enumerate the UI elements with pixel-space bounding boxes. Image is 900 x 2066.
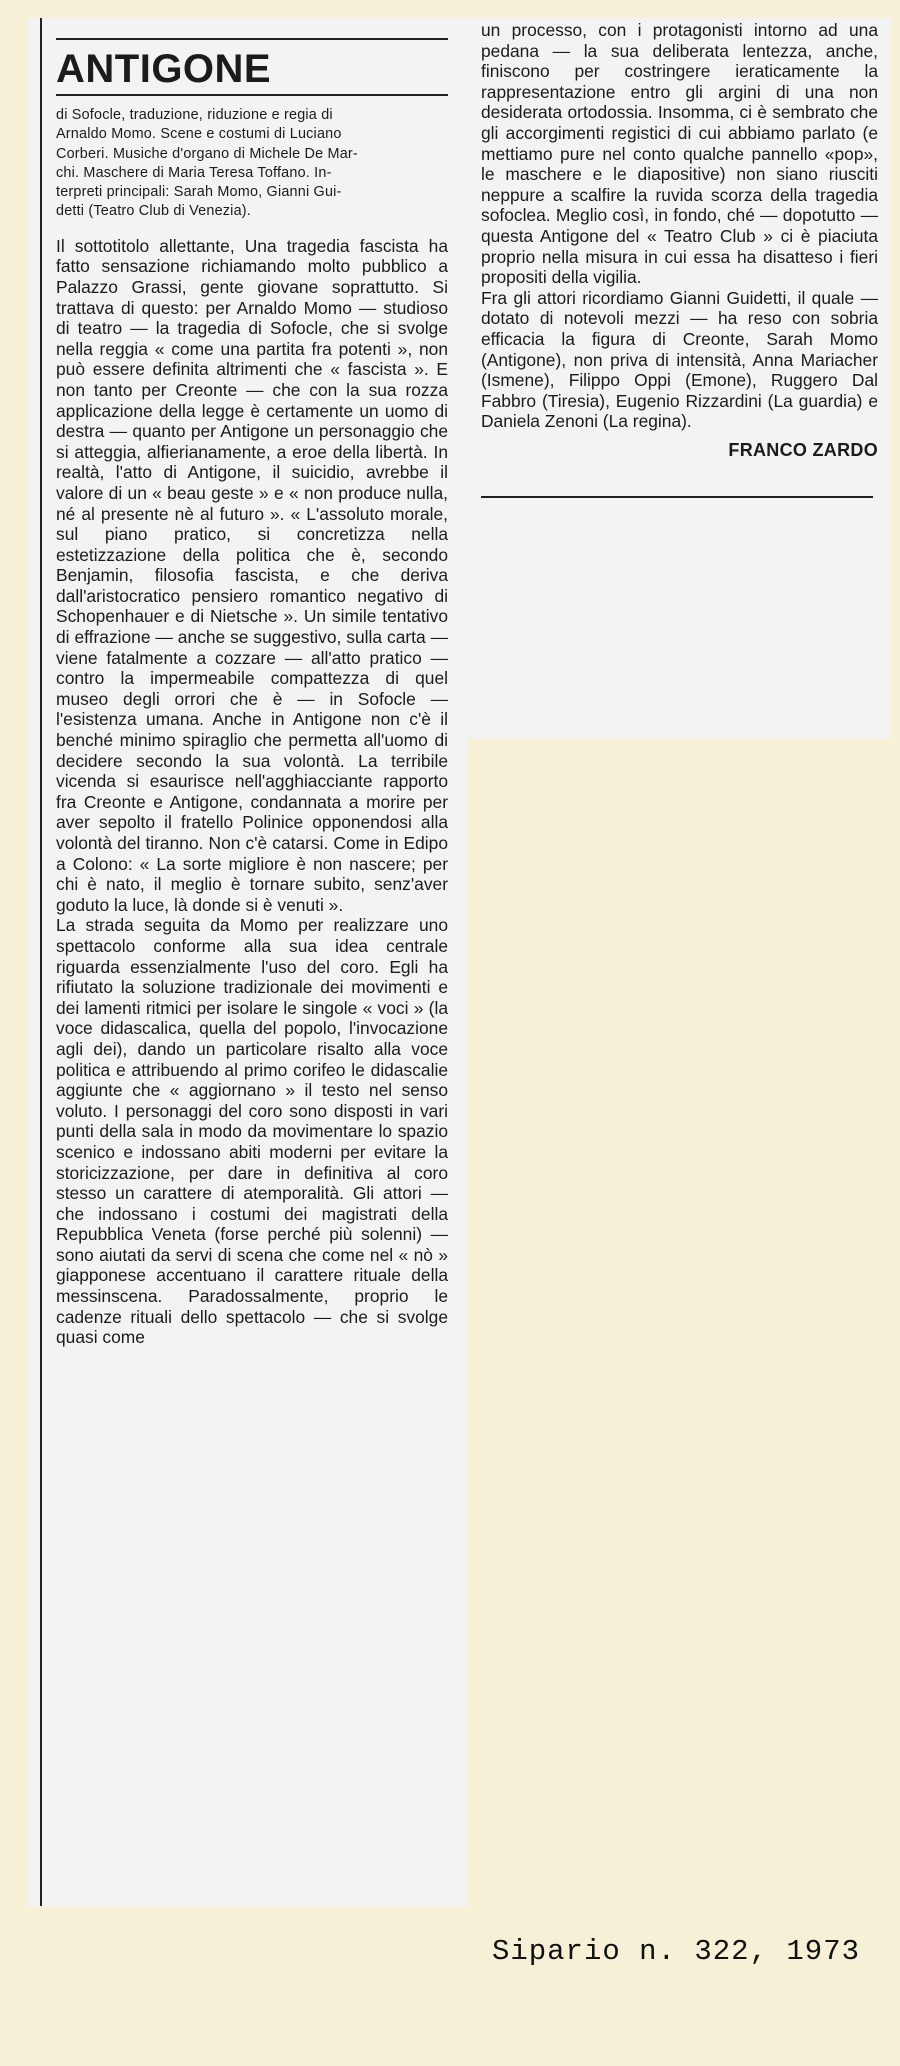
title-top-rule <box>56 38 448 40</box>
body-paragraph: Il sottotitolo allettante, Una tragedia fascista ha fatto sensazione richiamando molto pubblico a Palazzo Grassi, gente giovane soprattutto. Si trattava di questo: per Arnaldo Momo — studioso di teatro — la tragedia di Sofocle, che si svolge nella reggia « come una partita fra potenti », non può essere definita altrimenti che « fascista ». E non tanto per Creonte — che con la sua rozza applicazione della legge è certamente un uomo di destra — quanto per Antigone un personaggio che si atteggia, alfierianamente, a eroe della libertà. In realtà, l'atto di Antigone, il suicidio, avrebbe il valore di un « beau geste » e « non produce nulla, né al presente nè al futuro ». « L'assoluto morale, sul piano pratico, si concretizza nella estetizzazione della politica che è, secondo Benjamin, filosofia fascista, e che deriva dall'aristocratico pensiero romantico negativo di Schopenhauer e di Nietsche ». Un simile tentativo di effrazione — anche se suggestivo, sulla carta — viene fatalmente a cozzare — all'atto pratico — contro la impermeabile compattezza di quel museo degli orrori che è — in Sofocle — l'esistenza umana. Anche in Antigone non c'è il benché minimo spiraglio che permetta all'uomo di decidere secondo la sua volontà. La terribile vicenda si esaurisce nell'agghiacciante rapporto fra Creonte e Antigone, condannata a morire per aver sepolto il fratello Polinice opponendosi alla volontà del tiranno. Non c'è catarsi. Come in Edipo a Colono: « La sorte migliore è non nascere; per chi è nato, il meglio è tornare subito, senz'aver goduto la luce, là donde si è venuti ». <box>56 235 448 915</box>
article-title: ANTIGONE <box>56 47 272 91</box>
body-paragraph: un processo, con i protagonisti intorno ad una pedana — la sua deliberata lentezza, anche, finiscono per costringere ieraticamente la rappresentazione entro gli argini di una non desiderata ortodossia. Insomma, ci è sembrato che gli accorgimenti registici di cui abbiamo parlato (e mettiamo pure nel conto qualche pannello «pop», le maschere e le diapositive) non siano riusciti neppure a scalfire la ruvida scorza della tragedia sofoclea. Meglio così, in fondo, ché — dopotutto — questa Antigone del « Teatro Club » ci è piaciuta proprio nella misura in cui essa ha disatteso i fieri propositi della vigilia. <box>481 20 878 288</box>
credits-line: terpreti principali: Sarah Momo, Gianni Gui- <box>56 184 342 201</box>
title-bottom-rule <box>56 94 448 96</box>
author-signature: FRANCO ZARDO <box>728 439 878 460</box>
credits-line: chi. Maschere di Maria Teresa Toffano. In- <box>56 164 332 181</box>
credits-line: di Sofocle, traduzione, riduzione e regia di <box>56 107 333 123</box>
credits-line: Arnaldo Momo. Scene e costumi di Luciano <box>56 126 342 143</box>
left-column <box>56 38 448 1348</box>
credits-line: Corberi. Musiche d'organo di Michele De Mar- <box>56 145 358 162</box>
right-column <box>481 20 878 498</box>
credits-block <box>56 106 448 222</box>
body-paragraph: La strada seguita da Momo per realizzare uno spettacolo conforme alla sua idea centrale riguarda essenzialmente l'uso del coro. Egli ha rifiutato la soluzione tradizionale dei movimenti e dei lamenti ritmici per isolare le singole « voci » (la voce didascalica, quella del popolo, l'invocazione agli dei), dando un particolare risalto alla voce politica e attribuendo al primo corifeo le didascalie aggiunte che « aggiornano » il testo nel senso voluto. I personaggi del coro sono disposti in vari punti della sala in modo da movimentare lo spazio scenico e indossano abiti moderni per evitare la storicizzazione, per dare in definitiva al coro stesso un carattere di atemporalità. Gli attori — che indossano i costumi dei magistrati della Repubblica Veneta (forse perché più solenni) — sono aiutati da servi di scena che come nel « nò » giapponese accentuano il carattere rituale della messinscena. Paradossalmente, proprio le cadenze rituali dello spettacolo — che si svolge quasi come <box>56 915 448 1348</box>
credits-line: detti (Teatro Club di Venezia). <box>56 203 251 220</box>
article-end-rule <box>481 496 873 498</box>
body-paragraph: Fra gli attori ricordiamo Gianni Guidetti, il quale — dotato di notevoli mezzi — ha reso con sobria efficacia la figura di Creonte, Sarah Momo (Antigone), non priva di intensità, Anna Mariacher (Ismene), Filippo Oppi (Emone), Ruggero Dal Fabbro (Tiresia), Eugenio Rizzardini (La guardia) e Daniela Zenoni (La regina). <box>481 287 878 432</box>
left-body <box>56 236 448 1348</box>
source-caption: Sipario n. 322, 1973 <box>491 1935 860 1968</box>
column-vertical-rule <box>40 18 42 1906</box>
